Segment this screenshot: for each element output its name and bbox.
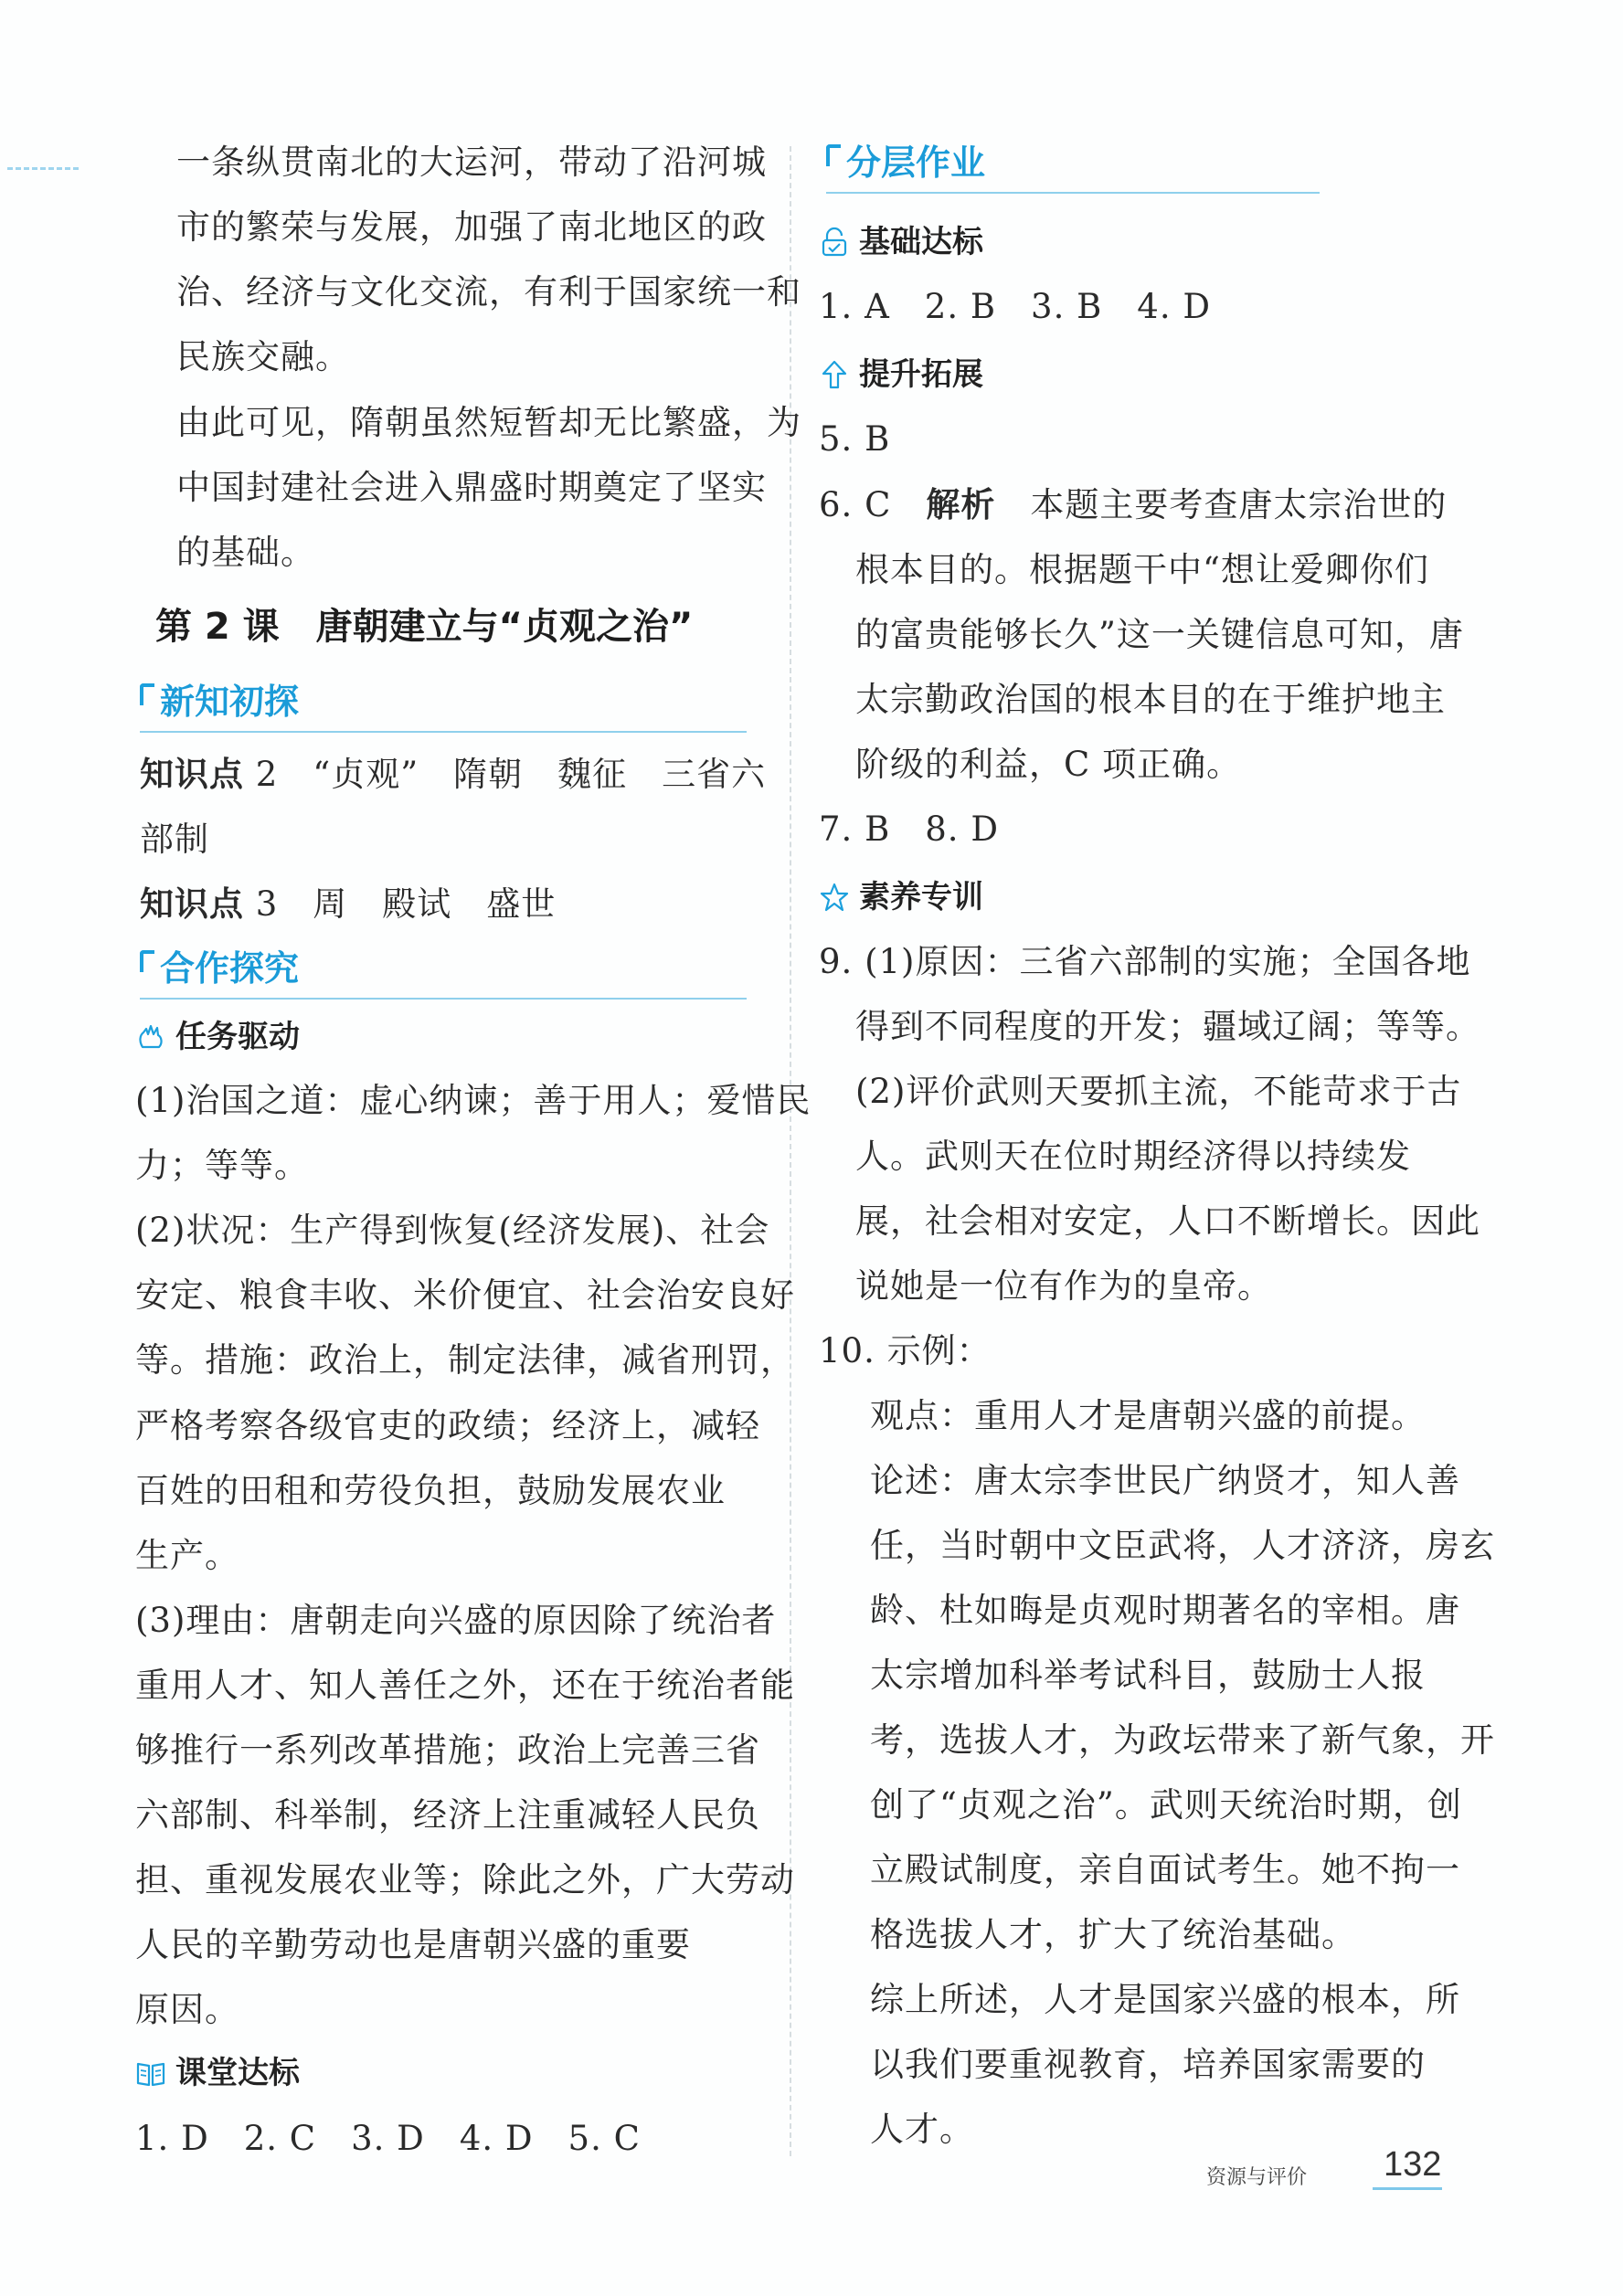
q9-line: 人。武则天在位时期经济得以持续发 [855,1137,1411,1176]
task-line: 重用人才、知人善任之外，还在于统治者能 [135,1666,795,1705]
q10-line: 以我们要重视教育，培养国家需要的 [870,2045,1426,2084]
sub-title: 素养专训 [859,879,983,915]
q10-line: 观点：重用人才是唐朝兴盛的前提。 [870,1396,1426,1435]
q6-line: 阶级的利益，C 项正确。 [855,745,1242,784]
section-title: 新知初探 [160,682,300,722]
margin-dashes [7,167,79,170]
q10-line: 创了“贞观之治”。武则天统治时期，创 [870,1785,1462,1825]
intro-line: 市的繁荣与发展，加强了南北地区的政 [176,207,767,247]
q6-line: 根本目的。根据题干中“想让爱卿你们 [855,550,1429,589]
column-divider [790,146,791,2156]
hand-icon [135,1021,166,1053]
knowledge-point-2 [140,751,766,799]
knowledge-point-2-cont: 部制 [140,820,209,859]
section-marker-icon [140,683,154,705]
q10-line: 立殿试制度，亲自面试考生。她不拘一 [870,1850,1460,1889]
task-line: (2)状况：生产得到恢复(经济发展)、社会 [135,1211,770,1250]
lock-icon [819,227,850,258]
up-arrow-icon [819,359,850,390]
section-title: 合作探究 [160,948,300,989]
kp-label: 知识点 [140,884,244,924]
q9-line: 得到不同程度的开发；疆域辽阔；等等。 [855,1007,1480,1046]
jichu-answers: 1. A 2. B 3. B 4. D [819,287,1212,326]
q5-answer: 5. B [819,419,891,459]
q10-line: 综上所述，人才是国家兴盛的根本，所 [870,1980,1460,2019]
section-marker-icon [826,144,841,166]
task-line: (3)理由：唐朝走向兴盛的原因除了统治者 [135,1601,777,1640]
q7-8-answers: 7. B 8. D [819,809,999,849]
q10-line: 格选拔人才，扩大了统治基础。 [870,1915,1356,1954]
sub-title: 基础达标 [859,224,983,260]
q9-line: 9. (1)原因：三省六部制的实施；全国各地 [819,942,1471,981]
q6-prefix: 6. C [819,485,927,524]
task-line: 人民的辛勤劳动也是唐朝兴盛的重要 [135,1925,691,1964]
sub-title: 提升拓展 [859,356,983,393]
page-number-underline [1373,2187,1442,2190]
kp-label: 知识点 [140,755,244,794]
q9-line: (2)评价武则天要抓主流，不能苛求于古 [855,1072,1462,1111]
task-line: 够推行一系列改革措施；政治上完善三省 [135,1730,760,1770]
q10-line: 任，当时朝中文臣武将，人才济济，房玄 [870,1526,1495,1565]
q10-line: 人才。 [870,2110,974,2149]
section-fenceng [826,139,1320,194]
task-line: (1)治国之道：虚心纳谏；善于用人；爱惜民 [135,1081,812,1120]
q6-label: 解析 [926,485,996,524]
q6-line: 太宗勤政治国的根本目的在于维护地主 [855,680,1446,719]
task-line: 生产。 [135,1536,239,1575]
sub-title: 任务驱动 [175,1019,300,1055]
task-line: 原因。 [135,1990,239,2029]
ketang-answers: 1. D 2. C 3. D 4. D 5. C [135,2119,641,2158]
lesson-title: 第 2 课 唐朝建立与“贞观之治” [155,606,694,648]
page-number: 132 [1384,2145,1442,2184]
intro-line: 一条纵贯南北的大运河，带动了沿河城 [176,143,767,182]
task-line: 等。措施：政治上，制定法律，减省刑罚， [135,1340,795,1380]
sub-title: 课堂达标 [175,2055,300,2091]
intro-line: 民族交融。 [176,337,350,376]
task-line: 力；等等。 [135,1146,309,1185]
section-title: 分层作业 [846,143,986,183]
intro-line: 治、经济与文化交流，有利于国家统一和 [176,272,801,312]
star-icon [819,882,850,913]
intro-line: 的基础。 [176,533,315,572]
q10-line: 论述：唐太宗李世民广纳贤才，知人善 [870,1461,1460,1500]
section-marker-icon [140,950,154,972]
task-line: 安定、粮食丰收、米价便宜、社会治安良好 [135,1275,795,1315]
section-xinzhi [140,678,747,733]
q9-line: 展，社会相对安定，人口不断增长。因此 [855,1201,1480,1241]
q10-line: 考，选拔人才，为政坛带来了新气象，开 [870,1720,1495,1760]
task-line: 百姓的田租和劳役负担，鼓励发展农业 [135,1471,726,1510]
intro-line: 中国封建社会进入鼎盛时期奠定了坚实 [176,468,767,507]
q10-line: 太宗增加科举考试科目，鼓励士人报 [870,1656,1426,1695]
q6-answer [819,481,1447,529]
footer-label: 资源与评价 [1206,2166,1308,2189]
q9-line: 说她是一位有作为的皇帝。 [855,1266,1272,1306]
section-hezuo [140,945,747,1000]
q10-line: 龄、杜如晦是贞观时期著名的宰相。唐 [870,1591,1460,1630]
task-line: 担、重视发展农业等；除此之外，广大劳动 [135,1860,795,1899]
knowledge-point-3 [140,881,556,928]
kp-text: 2 “贞观” 隋朝 魏征 三省六 [244,755,767,794]
task-line: 六部制、科举制，经济上注重减轻人民负 [135,1795,760,1835]
kp-text: 3 周 殿试 盛世 [244,884,557,924]
book-icon [135,2058,166,2089]
q6-rest: 本题主要考查唐太宗治世的 [995,485,1448,524]
task-line: 严格考察各级官吏的政绩；经济上，减轻 [135,1406,760,1445]
intro-line: 由此可见，隋朝虽然短暂却无比繁盛，为 [176,403,801,442]
q6-line: 的富贵能够长久”这一关键信息可知，唐 [855,615,1464,654]
q10-head: 10. 示例： [819,1331,992,1370]
